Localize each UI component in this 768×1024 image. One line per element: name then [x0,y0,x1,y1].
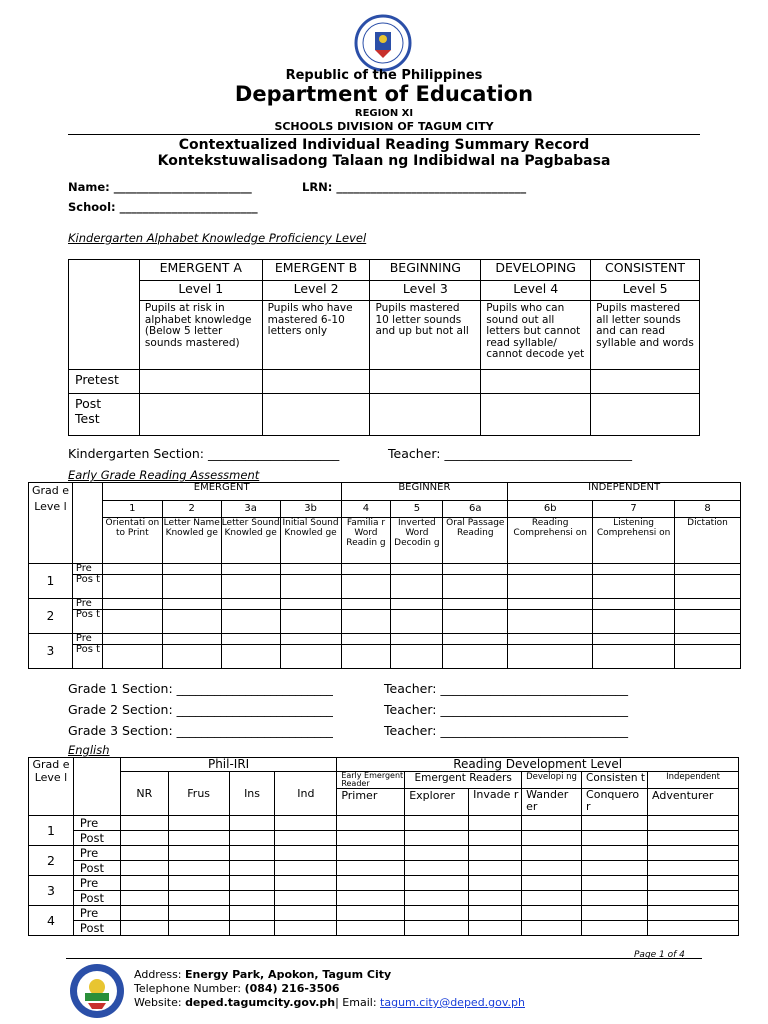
english-grade-label: 1 [29,816,74,846]
egra-score-cell[interactable] [162,599,221,610]
egra-skill-name: Oral Passage Reading [443,518,508,564]
kinder-cell[interactable] [370,394,481,436]
egra-score-cell[interactable] [675,575,741,599]
english-section-title: English [68,743,110,757]
egra-score-cell[interactable] [508,575,593,599]
kinder-level: Level 4 [481,281,591,301]
english-score-cell[interactable] [275,921,337,936]
english-score-cell[interactable] [337,861,405,876]
egra-score-cell[interactable] [280,645,341,669]
egra-post-label: Pos t [72,610,102,634]
kinder-category: DEVELOPING [481,260,591,281]
egra-skill-number: 3b [280,501,341,518]
english-pre-label: Pre [73,906,120,921]
egra-score-cell[interactable] [593,599,675,610]
english-blank-corner [73,758,120,816]
rdl-col: Explorer [405,789,469,816]
kinder-cell[interactable] [481,394,591,436]
kinder-level: Level 5 [591,281,700,301]
egra-skill-number: 3a [221,501,280,518]
english-score-cell[interactable] [168,846,229,861]
grade2-teacher-field[interactable]: Teacher: ______________________________ [384,702,628,717]
egra-skill-name: Dictation [675,518,741,564]
english-score-cell[interactable] [522,846,582,861]
english-score-cell[interactable] [648,861,739,876]
english-score-cell[interactable] [275,846,337,861]
english-score-cell[interactable] [275,906,337,921]
egra-post-label: Pos t [72,575,102,599]
english-score-cell[interactable] [648,921,739,936]
egra-score-cell[interactable] [443,610,508,634]
kinder-level: Level 3 [370,281,481,301]
egra-score-cell[interactable] [162,645,221,669]
division-seal-logo [68,962,126,1020]
english-score-cell[interactable] [168,831,229,846]
kinder-post-word: Post [75,396,102,411]
english-score-cell[interactable] [168,816,229,831]
egra-score-cell[interactable] [508,610,593,634]
egra-score-cell[interactable] [593,634,675,645]
english-pre-label: Pre [73,876,120,891]
egra-skill-name: Listening Comprehensi on [593,518,675,564]
egra-skill-number: 4 [341,501,391,518]
english-score-cell[interactable] [405,846,469,861]
kinder-category: EMERGENT A [139,260,262,281]
egra-skill-name: Inverted Word Decodin g [391,518,443,564]
deped-seal-logo [348,14,418,72]
english-score-cell[interactable] [229,891,275,906]
egra-score-cell[interactable] [391,634,443,645]
phil-iri-col: Frus [168,772,229,816]
english-score-cell[interactable] [582,846,648,861]
egra-score-cell[interactable] [443,599,508,610]
egra-score-cell[interactable] [443,575,508,599]
english-score-cell[interactable] [337,846,405,861]
egra-score-cell[interactable] [221,564,280,575]
address-value: Energy Park, Apokon, Tagum City [185,968,392,981]
egra-score-cell[interactable] [675,610,741,634]
english-score-cell[interactable] [120,921,168,936]
english-score-cell[interactable] [120,846,168,861]
english-pre-label: Pre [73,846,120,861]
kinder-cell[interactable] [591,394,700,436]
english-score-cell[interactable] [582,891,648,906]
egra-pre-label: Pre [72,564,102,575]
rdl-group: Consisten t [582,772,648,789]
header-divider [68,134,700,135]
egra-score-cell[interactable] [391,645,443,669]
egra-group-emergent: EMERGENT [102,483,341,501]
egra-score-cell[interactable] [391,599,443,610]
kinder-cell[interactable] [370,370,481,394]
grade3-teacher-field[interactable]: Teacher: ______________________________ [384,723,628,738]
english-score-cell[interactable] [582,876,648,891]
english-score-cell[interactable] [405,921,469,936]
rdl-col: Adventurer [648,789,739,816]
egra-score-cell[interactable] [341,564,391,575]
english-score-cell[interactable] [648,846,739,861]
egra-section-title: Early Grade Reading Assessment [68,468,260,482]
egra-score-cell[interactable] [221,634,280,645]
rdl-header: Reading Development Level [337,758,739,772]
egra-pre-label: Pre [72,634,102,645]
phil-iri-header: Phil-IRI [120,758,336,772]
english-score-cell[interactable] [275,891,337,906]
egra-score-cell[interactable] [593,645,675,669]
kinder-category: CONSISTENT [591,260,700,281]
english-score-cell[interactable] [337,876,405,891]
grade2-section-field[interactable]: Grade 2 Section: _________________________ [68,702,333,717]
egra-score-cell[interactable] [341,575,391,599]
egra-skill-name: Letter Name Knowled ge [162,518,221,564]
english-score-cell[interactable] [469,876,522,891]
phil-iri-col: Ins [229,772,275,816]
egra-post-label: Pos t [72,645,102,669]
egra-score-cell[interactable] [280,564,341,575]
egra-score-cell[interactable] [102,575,162,599]
egra-score-cell[interactable] [443,634,508,645]
english-score-cell[interactable] [522,906,582,921]
egra-skill-name: Familia r Word Readin g [341,518,391,564]
egra-skill-number: 1 [102,501,162,518]
egra-score-cell[interactable] [341,599,391,610]
egra-grade-label: 3 [29,634,73,669]
english-post-label: Post [73,891,120,906]
form-title-filipino: Kontekstuwalisadong Talaan ng Indibidwal na Pagbabasa [157,153,611,169]
english-score-cell[interactable] [168,891,229,906]
egra-score-cell[interactable] [508,564,593,575]
egra-score-cell[interactable] [508,634,593,645]
english-score-cell[interactable] [120,816,168,831]
english-score-cell[interactable] [168,876,229,891]
english-score-cell[interactable] [120,876,168,891]
kinder-category: EMERGENT B [262,260,370,281]
phone-label: Telephone Number: [134,982,245,995]
egra-score-cell[interactable] [162,634,221,645]
egra-score-cell[interactable] [593,564,675,575]
department-heading: Department of Education [234,82,534,106]
english-score-cell[interactable] [469,816,522,831]
kinder-cell[interactable] [481,370,591,394]
kinder-test-word: Test [75,411,100,426]
phil-iri-col: NR [120,772,168,816]
english-score-cell[interactable] [469,846,522,861]
english-score-cell[interactable] [120,861,168,876]
region-heading: REGION XI [354,108,414,119]
email-link[interactable]: tagum.city@deped.gov.ph [380,996,525,1009]
kinder-section-field[interactable]: Kindergarten Section: _____________________ [68,446,340,461]
english-score-cell[interactable] [275,861,337,876]
kinder-cell[interactable] [139,370,262,394]
english-score-cell[interactable] [229,906,275,921]
egra-pre-label: Pre [72,599,102,610]
english-score-cell[interactable] [582,831,648,846]
egra-score-cell[interactable] [221,610,280,634]
english-score-cell[interactable] [648,816,739,831]
english-score-cell[interactable] [229,831,275,846]
egra-score-cell[interactable] [280,599,341,610]
rdl-group: Developi ng [522,772,582,789]
rdl-col: Wander er [522,789,582,816]
english-grade-level-header: Grad e Leve l [29,758,74,816]
egra-score-cell[interactable] [102,610,162,634]
english-score-cell[interactable] [120,831,168,846]
english-score-cell[interactable] [337,906,405,921]
egra-skill-number: 7 [593,501,675,518]
english-score-cell[interactable] [229,846,275,861]
kinder-pretest-label: Pretest [69,370,140,394]
rdl-col: Primer [337,789,405,816]
kinder-teacher-field[interactable]: Teacher: ______________________________ [388,446,632,461]
egra-grade-label: 1 [29,564,73,599]
kinder-level-description: Pupils at risk in alphabet knowledge (Below 5 letter sounds mastered) [139,301,262,370]
english-score-cell[interactable] [522,861,582,876]
egra-score-cell[interactable] [443,564,508,575]
egra-skill-name: Initial Sound Knowled ge [280,518,341,564]
egra-score-cell[interactable] [102,634,162,645]
english-post-label: Post [73,831,120,846]
english-table [28,757,739,936]
english-score-cell[interactable] [582,816,648,831]
egra-grade-rows [29,564,741,669]
school-field[interactable]: School: ________________________ [68,200,258,214]
kinder-level-description: Pupils mastered 10 letter sounds and up but not all [370,301,481,370]
egra-score-cell[interactable] [443,645,508,669]
english-post-label: Post [73,921,120,936]
english-score-cell[interactable] [337,831,405,846]
english-score-cell[interactable] [229,816,275,831]
kinder-level-description: Pupils who can sound out all letters but cannot read syllable/ cannot decode yet [481,301,591,370]
english-score-cell[interactable] [469,861,522,876]
english-score-cell[interactable] [168,861,229,876]
english-score-cell[interactable] [582,861,648,876]
egra-score-cell[interactable] [508,599,593,610]
english-score-cell[interactable] [522,921,582,936]
egra-skill-number: 6b [508,501,593,518]
english-score-cell[interactable] [168,921,229,936]
footer-web [134,996,525,1009]
website-label: Website: [134,996,186,1009]
english-grade-label: 3 [29,876,74,906]
egra-grade-label: 2 [29,599,73,634]
division-heading: SCHOOLS DIVISION OF TAGUM CITY [274,120,494,133]
egra-score-cell[interactable] [675,599,741,610]
egra-score-cell[interactable] [675,645,741,669]
kinder-cell[interactable] [262,370,370,394]
egra-score-cell[interactable] [675,634,741,645]
footer-phone [134,982,340,995]
egra-score-cell[interactable] [391,575,443,599]
english-grade-label: 2 [29,846,74,876]
english-pre-label: Pre [73,816,120,831]
english-score-cell[interactable] [168,906,229,921]
english-score-cell[interactable] [582,906,648,921]
english-score-cell[interactable] [275,831,337,846]
egra-skill-name: Letter Sound Knowled ge [221,518,280,564]
kinder-level-description: Pupils mastered all letter sounds and can read syllable and words [591,301,700,370]
english-score-cell[interactable] [522,816,582,831]
kinder-cell[interactable] [262,394,370,436]
english-score-cell[interactable] [337,891,405,906]
kinder-category: BEGINNING [370,260,481,281]
footer-divider [66,958,702,959]
egra-group-independent: INDEPENDENT [508,483,741,501]
egra-score-cell[interactable] [508,645,593,669]
kinder-level-description: Pupils who have mastered 6-10 letters only [262,301,370,370]
egra-score-cell[interactable] [162,575,221,599]
english-score-cell[interactable] [405,816,469,831]
egra-score-cell[interactable] [391,564,443,575]
english-score-cell[interactable] [405,831,469,846]
republic-heading: Republic of the Philippines [285,68,483,83]
egra-score-cell[interactable] [593,575,675,599]
egra-grade-level-header: Grad e Leve l [29,483,73,564]
email-label: | Email: [335,996,381,1009]
rdl-col: Invade r [469,789,522,816]
kinder-section-title: Kindergarten Alphabet Knowledge Proficiency Level [68,231,367,245]
english-score-cell[interactable] [648,891,739,906]
english-score-cell[interactable] [648,876,739,891]
kinder-posttest-label [69,394,140,436]
english-score-cell[interactable] [337,816,405,831]
egra-score-cell[interactable] [221,645,280,669]
egra-skill-name: Reading Comprehensi on [508,518,593,564]
egra-score-cell[interactable] [280,575,341,599]
egra-table [28,482,741,669]
egra-score-cell[interactable] [280,634,341,645]
egra-skill-number: 2 [162,501,221,518]
egra-score-cell[interactable] [341,610,391,634]
egra-score-cell[interactable] [102,599,162,610]
rdl-group: Early Emergent Reader [337,772,405,789]
egra-score-cell[interactable] [102,645,162,669]
rdl-group: Independent [648,772,739,789]
english-grade-label: 4 [29,906,74,936]
english-score-cell[interactable] [405,876,469,891]
kinder-blank-corner [69,260,140,370]
english-score-cell[interactable] [522,831,582,846]
egra-score-cell[interactable] [341,634,391,645]
phone-value: (084) 216-3506 [244,982,340,995]
grade1-teacher-field[interactable]: Teacher: ______________________________ [384,681,628,696]
english-score-cell[interactable] [275,876,337,891]
egra-skill-number: 5 [391,501,443,518]
kinder-cell[interactable] [139,394,262,436]
egra-score-cell[interactable] [221,575,280,599]
english-score-cell[interactable] [405,861,469,876]
english-score-cell[interactable] [469,921,522,936]
egra-score-cell[interactable] [341,645,391,669]
kinder-proficiency-table [68,259,700,436]
english-score-cell[interactable] [648,906,739,921]
english-grade-rows [29,816,739,936]
kinder-level: Level 1 [139,281,262,301]
egra-blank-corner [72,483,102,564]
address-label: Address: [134,968,186,981]
english-score-cell[interactable] [229,876,275,891]
english-post-label: Post [73,861,120,876]
kinder-cell[interactable] [591,370,700,394]
english-score-cell[interactable] [120,891,168,906]
egra-skill-name: Orientati on to Print [102,518,162,564]
phil-iri-col: Ind [275,772,337,816]
egra-score-cell[interactable] [221,599,280,610]
rdl-col: Conquero r [582,789,648,816]
footer-address [134,968,391,981]
english-score-cell[interactable] [120,906,168,921]
egra-score-cell[interactable] [162,564,221,575]
english-score-cell[interactable] [648,831,739,846]
english-score-cell[interactable] [229,861,275,876]
page-number: Page 1 of 4 [634,950,685,960]
english-score-cell[interactable] [229,921,275,936]
egra-score-cell[interactable] [593,610,675,634]
egra-score-cell[interactable] [391,610,443,634]
english-score-cell[interactable] [337,921,405,936]
egra-skill-number: 8 [675,501,741,518]
egra-score-cell[interactable] [102,564,162,575]
english-score-cell[interactable] [582,921,648,936]
grade1-section-field[interactable]: Grade 1 Section: _________________________ [68,681,333,696]
english-score-cell[interactable] [469,906,522,921]
egra-group-beginner: BEGINNER [341,483,508,501]
lrn-field[interactable]: LRN: _________________________________ [302,180,527,194]
name-field[interactable]: Name: ________________________ [68,180,252,194]
grade3-section-field[interactable]: Grade 3 Section: _________________________ [68,723,333,738]
english-score-cell[interactable] [469,831,522,846]
egra-score-cell[interactable] [162,610,221,634]
english-score-cell[interactable] [405,891,469,906]
kinder-level: Level 2 [262,281,370,301]
english-score-cell[interactable] [522,891,582,906]
english-score-cell[interactable] [469,891,522,906]
english-score-cell[interactable] [275,816,337,831]
english-score-cell[interactable] [405,906,469,921]
rdl-group: Emergent Readers [405,772,522,789]
egra-score-cell[interactable] [675,564,741,575]
egra-score-cell[interactable] [280,610,341,634]
english-score-cell[interactable] [522,876,582,891]
website-link[interactable]: deped.tagumcity.gov.ph [185,996,336,1009]
egra-skill-number: 6a [443,501,508,518]
form-title-english: Contextualized Individual Reading Summary Record [178,137,590,153]
